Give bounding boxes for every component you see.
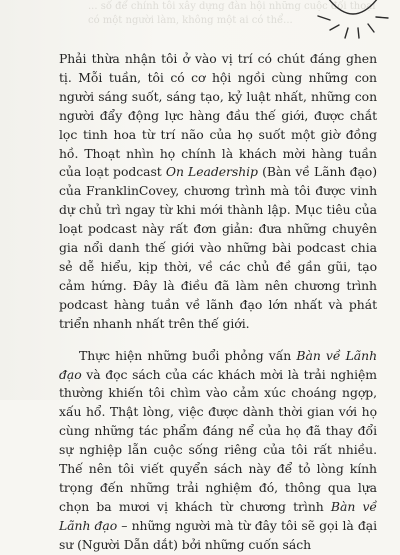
paragraph-1-text-2: (Bàn về Lãnh đạo) của FranklinCovey, chương trình mà tôi được vinh dự chủ trì ngay từ khi mới thành lập. Mục tiêu của loạt podcast này rất đơn giản: đưa những chuyên gia nổi danh thế giới vào những bài podcast chia sẻ dễ hiểu, kịp thời, về các chủ đề gần gũi, tạo cảm hứng. Đây là điều đã làm nên chương trình podcast hàng tuần về lãnh đạo lớn nhất và phát triển nhanh nhất trên thế giới. — [59, 164, 377, 331]
paragraph-1-italic-1: On Leadership — [165, 164, 258, 180]
paragraph-1-text-1: Phải thừa nhận tôi ở vào vị trí có chút đáng ghen tị. Mỗi tuần, tôi có cơ hội ngồi cùng những con người sáng suốt, sáng tạo, kỷ luật nhất, những con người đẩy động lực hàng đầu thế giới, được chắt lọc tinh hoa từ trí não của họ suốt một giờ đồng hồ. Thoạt nhìn họ chính là khách mời hàng tuần của loạt podcast — [59, 51, 377, 180]
paragraph-2-text-2: và đọc sách của các khách mời là trải nghiệm thường khiến tôi chìm vào cảm xúc choáng ngợp, xấu hổ. Thật lòng, việc được dành thời gian với họ cùng những tác phẩm đáng nể của họ đã thay đổi sự nghiệp lẫn cuộc sống riêng của tôi rất nhiều. Thế nên tôi viết quyển sách này để tỏ lòng kính trọng đến những trải nghiệm đó, thông qua lựa chọn ba mươi vị khách từ chương trình — [59, 366, 377, 514]
paragraph-2-italic-2: Bàn về Lãnh đạo — [59, 498, 377, 533]
paragraph-2-italic-1: Bàn về Lãnh đạo — [59, 347, 378, 382]
paragraph-2-text-3: – những người mà từ đây tôi sẽ gọi là đại sư (Người Dẫn dắt) bởi những cuốn sách — [59, 517, 377, 552]
show-through-line-1: ... số để chính tôi xây dựng đàn hội những cuộc đối thoại — [88, 1, 376, 12]
show-through-text — [88, 0, 376, 30]
paragraph-2 — [59, 347, 377, 555]
paragraph-1 — [59, 50, 377, 334]
show-through-line-2: có một người làm, không một ai có thể... — [88, 15, 293, 26]
paragraph-2-text-1: Thực hiện những buổi phỏng vấn — [79, 347, 297, 363]
sun-ornament-icon — [308, 0, 398, 48]
body-text — [59, 50, 377, 555]
